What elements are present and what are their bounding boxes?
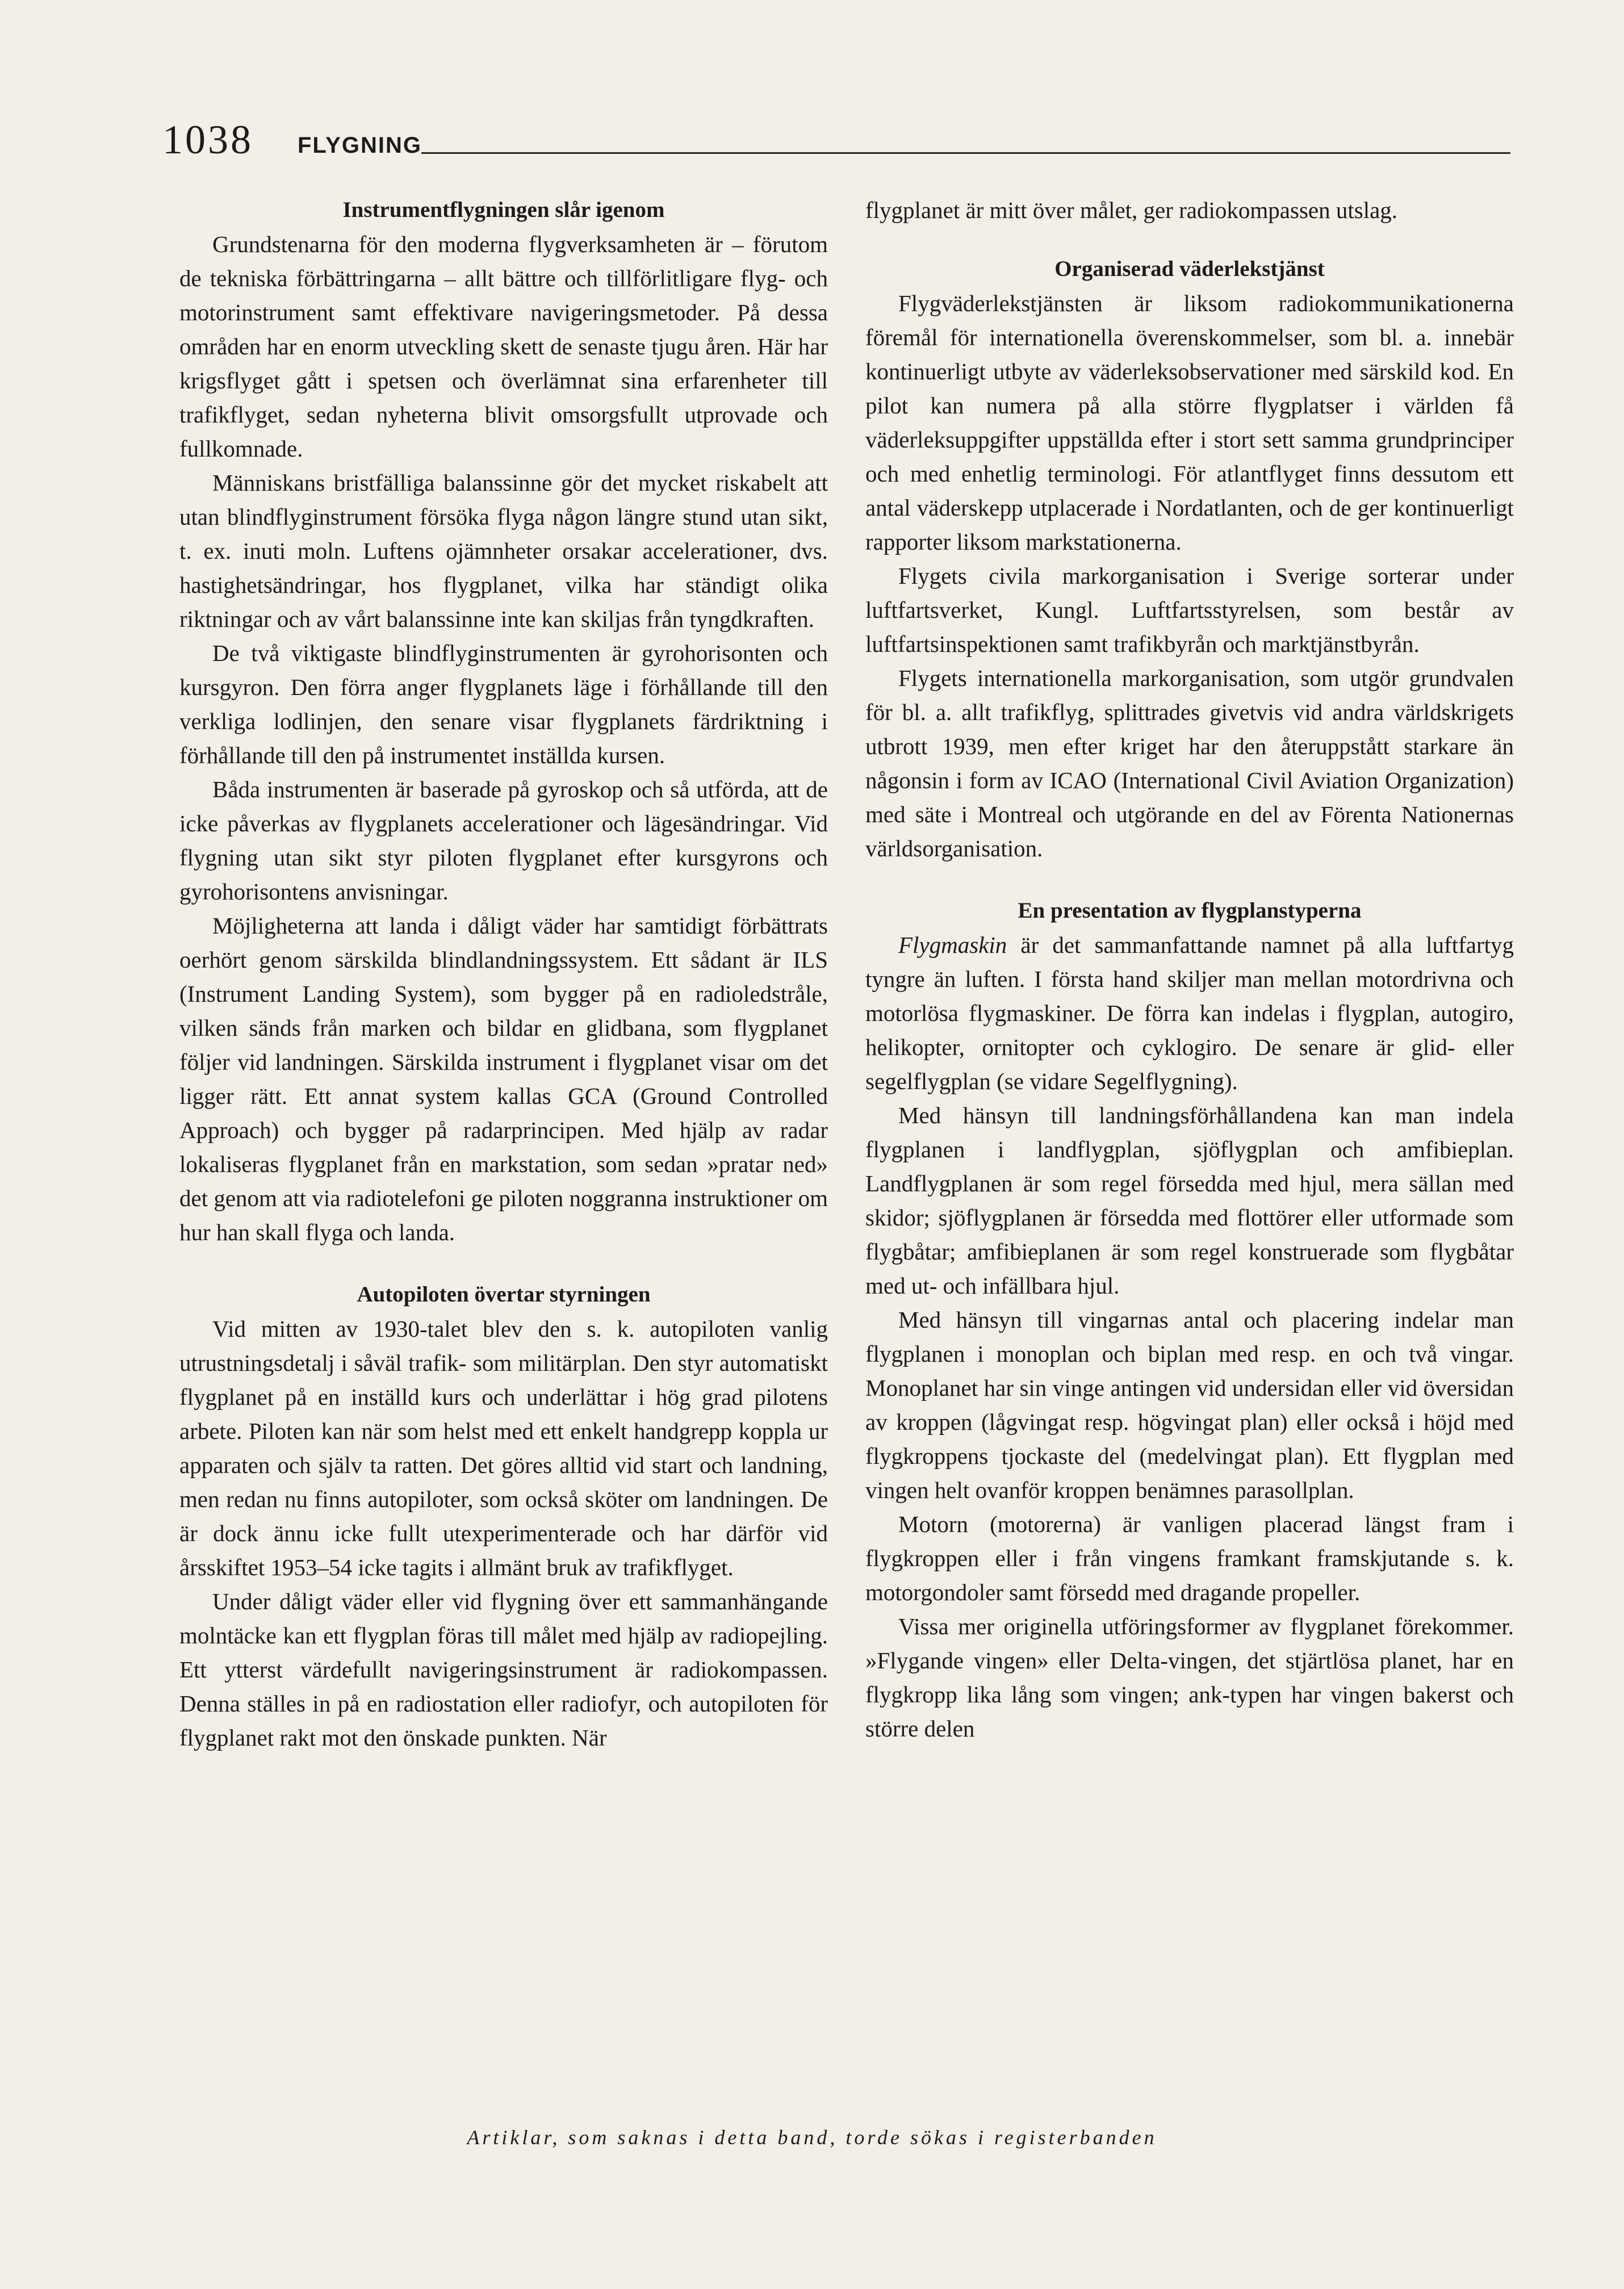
paragraph: Flygets internationella markorganisation, som utgör grundvalen för bl. a. allt trafikflyg, splittrades givetvis vid andra världskrigets utbrott 1939, men efter kriget har den återuppstått starkare än någonsin i form av ICAO (International Civil Aviation Organization) med säte i Montreal och utgörande en del av Förenta Nationernas världsorganisation.	[865, 665, 1514, 861]
paragraph-continued: flygplanet är mitt över målet, ger radiokompassen utslag.	[865, 197, 1398, 223]
section-heading-instrument: Instrumentflygningen slår igenom	[342, 198, 665, 222]
left-column	[179, 193, 828, 2124]
paragraph-text: är det sammanfattande namnet på alla luftfartyg tyngre än luften. I första hand skiljer man mellan motordrivna och motorlösa flygmaskiner. De förra kan indelas i flygplan, autogiro, helikopter, ornitopter och cyklogiro. De senare är glid- eller segelflygplan (se vidare Segelflygning).	[865, 932, 1514, 1094]
paragraph: Båda instrumenten är baserade på gyroskop och så utförda, att de icke påverkas av flygplanets accelerationer och lägesändringar. Vid flygning utan sikt styr piloten flygplanet efter kursgyrons och gyrohorisontens anvisningar.	[179, 776, 828, 905]
paragraph: Vissa mer originella utföringsformer av flygplanet förekommer. »Flygande vingen» eller Delta-vingen, det stjärtlösa planet, har en flygkropp lika lång som vingen; ank-typen har vingen bakerst och större delen	[865, 1613, 1514, 1742]
paragraph: De två viktigaste blindflyginstrumenten är gyrohorisonten och kursgyron. Den förra anger flygplanets läge i förhållande till den verkliga lodlinjen, den senare visar flygplanets färdriktning i förhållande till den på instrumentet inställda kursen.	[179, 640, 828, 768]
paragraph: Med hänsyn till landningsförhållandena kan man indela flygplanen i landflygplan, sjöflygplan och amfibieplan. Landflygplanen är som regel försedda med hjul, mera sällan med skidor; sjöflygplanen är försedda med flottörer eller utformade som flygbåtar; amfibieplanen är som regel konstruerade som flygbåtar med ut- och infällbara hjul.	[865, 1102, 1514, 1299]
section-heading-aircraft-types: En presentation av flygplanstyperna	[1018, 898, 1362, 923]
paragraph: Under dåligt väder eller vid flygning över ett sammanhängande molntäcke kan ett flygplan föras till målet med hjälp av radiopejling. Ett ytterst värdefullt navigeringsinstrument är radiokompassen. Denna ställes in på en radiostation eller radiofyr, och autopiloten för flygplanet rakt mot den önskade punkten. När	[179, 1588, 828, 1751]
paragraph: Flygväderlekstjänsten är liksom radiokommunikationerna föremål för internationella överenskommelser, som bl. a. innebär kontinuerligt utbyte av väderleksobservationer med särskild kod. En pilot kan numera på alla större flygplatser i världen få väderleksuppgifter uppställda efter i stort sett samma grundprinciper och med enhetlig terminologi. För atlantflyget finns dessutom ett antal väderskepp utplacerade i Nordatlanten, och de ger kontinuerligt rapporter liksom markstationerna.	[865, 290, 1514, 555]
paragraph: Motorn (motorerna) är vanligen placerad längst fram i flygkroppen eller i från vingens framkant framskjutande s. k. motorgondoler samt försedd med dragande propeller.	[865, 1511, 1514, 1605]
header-rule	[421, 152, 1510, 154]
section-gap	[865, 227, 1514, 252]
paragraph: Möjligheterna att landa i dåligt väder har samtidigt förbättrats oerhört genom särskilda blindlandningssystem. Ett sådant är ILS (Instrument Landing System), som bygger på en radioledstråle, vilken sänds från marken och bildar en glidbana, som flygplanet följer vid landningen. Särskilda instrument i flygplanet visar om det ligger rätt. Ett annat system kallas GCA (Ground Controlled Approach) och bygger på radarprincipen. Med hjälp av radar lokaliseras flygplanet från en markstation, som sedan »pratar ned» det genom att via radiotelefoni ge piloten noggranna instruktioner om hur han skall flyga och landa.	[179, 913, 828, 1245]
section-heading-autopilot: Autopiloten övertar styrningen	[357, 1282, 651, 1307]
italic-term: Flygmaskin	[898, 932, 1007, 958]
paragraph: Grundstenarna för den moderna flygverksamheten är – förutom de tekniska förbättringarna – allt bättre och tillförlitligare flyg- och motorinstrument samt effektivare navigeringsmetoder. På dessa områden har en enorm utveckling skett de senaste tjugu åren. Här har krigsflyget gått i spetsen och överlämnat sina erfarenheter till trafikflyget, sedan nyheterna blivit omsorgsfullt utprovade och fullkomnade.	[179, 231, 828, 462]
section-heading-weather: Organiserad väderlekstjänst	[1054, 257, 1325, 281]
page-header	[162, 117, 1510, 168]
section-gap	[179, 1249, 828, 1278]
page-footer: Artiklar, som saknas i detta band, torde sökas i registerbanden	[467, 2126, 1157, 2149]
paragraph: Flygets civila markorganisation i Sverige sorterar under luftfartsverket, Kungl. Luftfartsstyrelsen, som består av luftfartsinspektionen samt trafikbyrån och marktjänstbyrån.	[865, 563, 1514, 657]
page-number: 1038	[162, 117, 253, 162]
running-head: FLYGNING	[298, 133, 422, 158]
paragraph: Med hänsyn till vingarnas antal och placering indelar man flygplanen i monoplan och biplan med resp. en och två vingar. Monoplanet har sin vinge antingen vid undersidan eller vid översidan av kroppen (lågvingat resp. högvingat plan) eller också i höjd med flygkroppens tjockaste del (medelvingat plan). Ett flygplan med vingen helt ovanför kroppen benämnes parasollplan.	[865, 1307, 1514, 1503]
paragraph: Människans bristfälliga balanssinne gör det mycket riskabelt att utan blindflyginstrument försöka flyga någon längre stund utan sikt, t. ex. inuti moln. Luftens ojämnheter orsakar accelerationer, dvs. hastighetsändringar, hos flygplanet, vilka har ständigt olika riktningar och av vårt balanssinne inte kan skiljas från tyngdkraften.	[179, 470, 828, 632]
paragraph: Vid mitten av 1930-talet blev den s. k. autopiloten vanlig utrustningsdetalj i såväl trafik- som militärplan. Den styr automatiskt flygplanet på en inställd kurs och underlättar i hög grad pilotens arbete. Piloten kan när som helst med ett enkelt handgrepp koppla ur apparaten och själv ta ratten. Det göres alltid vid start och landning, men redan nu finns autopiloter, som också sköter om landningen. De är dock ännu icke fullt utexperimenterade och har därför vid årsskiftet 1953–54 icke tagits i allmänt bruk av trafikflyget.	[179, 1316, 828, 1580]
paragraph	[865, 928, 1514, 1098]
right-column	[865, 193, 1514, 2124]
section-gap	[865, 865, 1514, 894]
